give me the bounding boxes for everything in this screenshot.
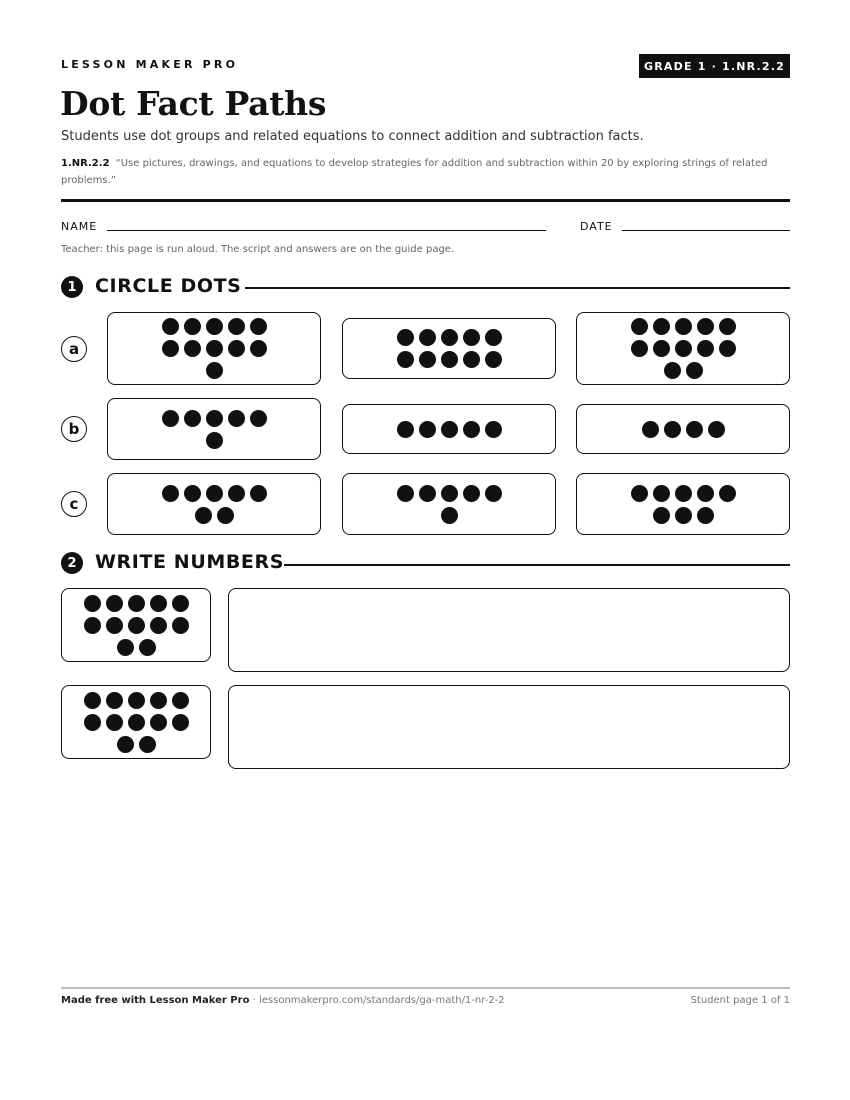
dot[interactable] [84, 617, 101, 634]
dot-row [631, 485, 736, 502]
answer-box[interactable] [228, 685, 790, 769]
dot[interactable] [172, 692, 189, 709]
brand-name: LESSON MAKER PRO [61, 58, 239, 71]
grade-badge: GRADE 1 · 1.NR.2.2 [639, 54, 790, 78]
dot-group-box[interactable] [107, 398, 321, 460]
footer-page-number: Student page 1 of 1 [690, 995, 790, 1006]
dot-row [631, 318, 736, 335]
row-label-b: b [61, 416, 87, 442]
dot[interactable] [397, 351, 414, 368]
footer-url: · lessonmakerpro.com/standards/ga-math/1-nr-2-2 [249, 995, 505, 1006]
dot[interactable] [106, 617, 123, 634]
name-label: NAME [61, 220, 98, 233]
dot-row [195, 507, 234, 524]
dot[interactable] [206, 485, 223, 502]
dot[interactable] [441, 351, 458, 368]
footer-made-with: Made free with Lesson Maker Pro [61, 995, 250, 1006]
dot[interactable] [697, 507, 714, 524]
dot[interactable] [250, 410, 267, 427]
dot[interactable] [485, 329, 502, 346]
answer-box[interactable] [228, 588, 790, 672]
dot[interactable] [419, 329, 436, 346]
dot[interactable] [106, 595, 123, 612]
date-line[interactable] [622, 230, 790, 231]
row-label-a: a [61, 336, 87, 362]
dot[interactable] [228, 318, 245, 335]
dot[interactable] [228, 410, 245, 427]
dot[interactable] [485, 485, 502, 502]
dot-row [162, 410, 267, 427]
dot[interactable] [419, 351, 436, 368]
dot-row [117, 639, 156, 656]
dot-group-box[interactable] [342, 404, 556, 454]
dot-row [84, 692, 189, 709]
dot-group-box[interactable] [61, 588, 211, 662]
dot[interactable] [631, 318, 648, 335]
dot[interactable] [485, 351, 502, 368]
standard-code: 1.NR.2.2 [61, 158, 110, 169]
dot[interactable] [184, 318, 201, 335]
dot-group-box[interactable] [107, 312, 321, 385]
dot[interactable] [106, 692, 123, 709]
dot-row [664, 362, 703, 379]
section-1-rule [245, 287, 790, 289]
dot[interactable] [84, 595, 101, 612]
dot[interactable] [708, 421, 725, 438]
dot[interactable] [463, 351, 480, 368]
dot[interactable] [206, 432, 223, 449]
dot[interactable] [463, 329, 480, 346]
dot[interactable] [419, 485, 436, 502]
dot[interactable] [117, 736, 134, 753]
dot[interactable] [195, 507, 212, 524]
footer-credit [61, 995, 505, 1006]
dot-group-box[interactable] [342, 473, 556, 535]
dot[interactable] [631, 485, 648, 502]
dot[interactable] [184, 485, 201, 502]
dot-group-box[interactable] [61, 685, 211, 759]
dot-row [162, 485, 267, 502]
dot[interactable] [162, 340, 179, 357]
dot[interactable] [441, 329, 458, 346]
dot[interactable] [150, 692, 167, 709]
dot-row [206, 362, 223, 379]
dot[interactable] [441, 507, 458, 524]
dot[interactable] [675, 485, 692, 502]
dot-row [117, 736, 156, 753]
dot[interactable] [664, 362, 681, 379]
dot[interactable] [653, 318, 670, 335]
dot[interactable] [150, 714, 167, 731]
dot[interactable] [719, 340, 736, 357]
dot[interactable] [162, 318, 179, 335]
dot-row [441, 507, 458, 524]
standard-text: “Use pictures, drawings, and equations to develop strategies for addition and subtraction within 20 by exploring strings of related problems.” [61, 158, 768, 186]
dot-row [84, 617, 189, 634]
dot[interactable] [128, 617, 145, 634]
dot[interactable] [84, 714, 101, 731]
dot[interactable] [397, 329, 414, 346]
dot[interactable] [206, 362, 223, 379]
dot[interactable] [206, 410, 223, 427]
dot[interactable] [217, 507, 234, 524]
dot[interactable] [631, 340, 648, 357]
section-2-number: 2 [61, 552, 83, 574]
row-label-c: c [61, 491, 87, 517]
name-line[interactable] [107, 230, 546, 231]
date-label: DATE [580, 220, 613, 233]
dot-row [162, 340, 267, 357]
dot-group-box[interactable] [107, 473, 321, 535]
dot[interactable] [686, 421, 703, 438]
dot[interactable] [697, 318, 714, 335]
dot[interactable] [250, 318, 267, 335]
dot[interactable] [250, 485, 267, 502]
dot-row [642, 421, 725, 438]
dot[interactable] [642, 421, 659, 438]
dot-row [397, 485, 502, 502]
dot[interactable] [172, 617, 189, 634]
dot[interactable] [397, 421, 414, 438]
dot[interactable] [485, 421, 502, 438]
dot[interactable] [206, 318, 223, 335]
dot[interactable] [250, 340, 267, 357]
section-2-rule [284, 564, 790, 566]
dot-row [653, 507, 714, 524]
footer-divider [61, 987, 790, 989]
dot[interactable] [139, 736, 156, 753]
dot[interactable] [653, 485, 670, 502]
dot[interactable] [117, 639, 134, 656]
dot-row [397, 351, 502, 368]
dot-group-box[interactable] [576, 473, 790, 535]
dot[interactable] [719, 318, 736, 335]
dot-group-box[interactable] [342, 318, 556, 379]
dot[interactable] [463, 421, 480, 438]
dot[interactable] [228, 340, 245, 357]
dot[interactable] [106, 714, 123, 731]
section-1-number: 1 [61, 276, 83, 298]
dot[interactable] [686, 362, 703, 379]
dot[interactable] [697, 340, 714, 357]
header-divider [61, 199, 790, 202]
dot[interactable] [675, 318, 692, 335]
dot[interactable] [653, 507, 670, 524]
dot-group-box[interactable] [576, 312, 790, 385]
dot-row [397, 329, 502, 346]
dot[interactable] [664, 421, 681, 438]
dot[interactable] [653, 340, 670, 357]
dot[interactable] [128, 595, 145, 612]
dot[interactable] [719, 485, 736, 502]
dot-row [631, 340, 736, 357]
dot-row [397, 421, 502, 438]
dot[interactable] [128, 714, 145, 731]
dot[interactable] [419, 421, 436, 438]
dot[interactable] [84, 692, 101, 709]
dot[interactable] [139, 639, 156, 656]
dot[interactable] [441, 485, 458, 502]
dot[interactable] [675, 340, 692, 357]
section-1-title: CIRCLE DOTS [95, 275, 242, 297]
dot[interactable] [675, 507, 692, 524]
dot-row [162, 318, 267, 335]
dot-row [206, 432, 223, 449]
dot[interactable] [228, 485, 245, 502]
dot[interactable] [128, 692, 145, 709]
dot-group-box[interactable] [576, 404, 790, 454]
standard-description [61, 155, 781, 189]
dot[interactable] [697, 485, 714, 502]
dot-row [84, 595, 189, 612]
dot[interactable] [172, 714, 189, 731]
page-subtitle: Students use dot groups and related equations to connect addition and subtraction facts. [61, 129, 644, 144]
dot[interactable] [397, 485, 414, 502]
dot[interactable] [441, 421, 458, 438]
dot[interactable] [162, 485, 179, 502]
dot[interactable] [184, 340, 201, 357]
dot[interactable] [150, 595, 167, 612]
dot-row [84, 714, 189, 731]
dot[interactable] [184, 410, 201, 427]
dot[interactable] [463, 485, 480, 502]
section-2-title: WRITE NUMBERS [95, 551, 285, 573]
dot[interactable] [206, 340, 223, 357]
dot[interactable] [150, 617, 167, 634]
dot[interactable] [162, 410, 179, 427]
teacher-note: Teacher: this page is run aloud. The script and answers are on the guide page. [61, 244, 455, 255]
dot[interactable] [172, 595, 189, 612]
page-title: Dot Fact Paths [60, 84, 327, 123]
